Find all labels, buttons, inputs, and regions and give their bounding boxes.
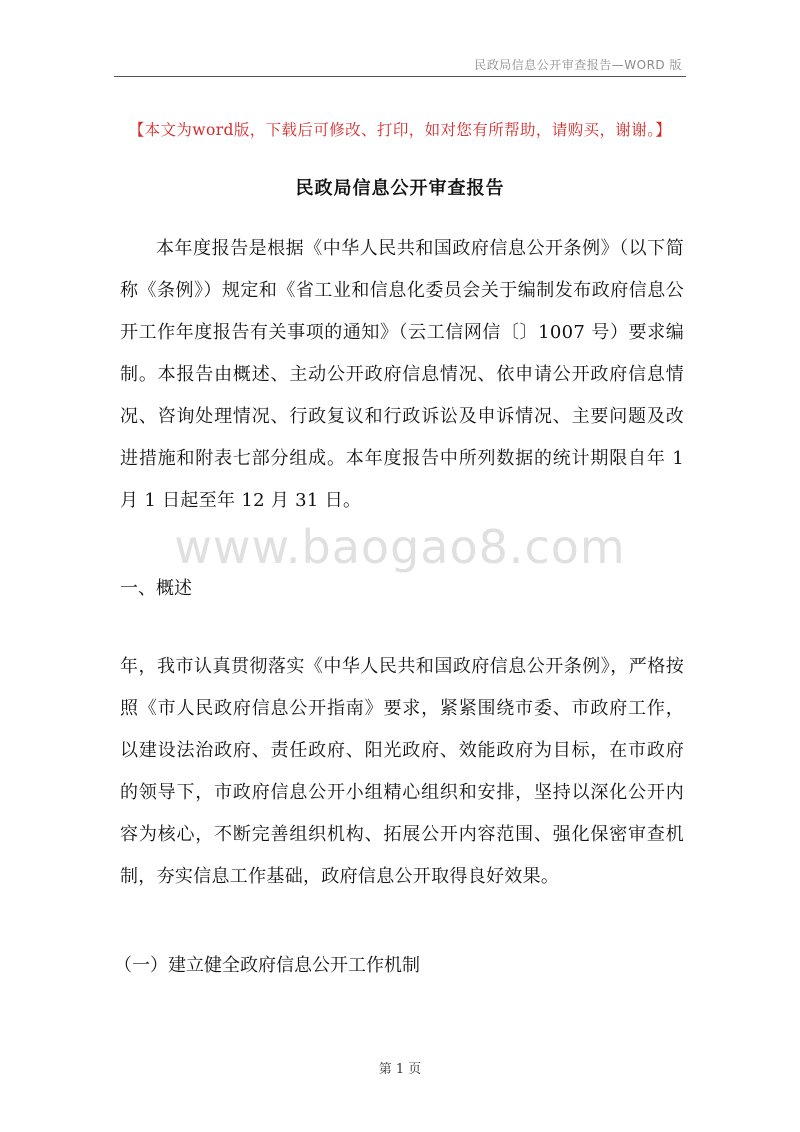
overview-paragraph: 年，我市认真贯彻落实《中华人民共和国政府信息公开条例》，严格按照《市人民政府信息公开指南》要求，紧紧围绕市委、市政府工作，以建设法治政府、责任政府、阳光政府、效能政府为目标，在市政府的领导下，市政府信息公开小组精心组织和安排，坚持以深化公开内容为核心，不断完善组织机构、拓展公开内容范围、强化保密审查机制，夯实信息工作基础，政府信息公开取得良好效果。 — [120, 656, 684, 887]
intro-paragraph: 本年度报告是根据《中华人民共和国政府信息公开条例》（以下简称《条例》）规定和《省工业和信息化委员会关于编制发布政府信息公开工作年度报告有关事项的通知》（云工信网信〔〕1007 号）要求编制。本报告由概述、主动公开政府信息情况、依申请公开政府信息情况、咨询处理情况、行政复议和行政诉讼及申诉情况、主要问题及改进措施和附表七部分组成。本年度报告中所列数据的统计期限自年 1 月 1 日起至年 12 月 31 日。 — [120, 238, 684, 511]
document-title: 民政局信息公开审查报告 — [295, 178, 505, 199]
header-divider — [114, 76, 686, 77]
watermark: www.baogao8.com — [174, 520, 626, 574]
purchase-notice: 【本文为word版，下载后可修改、打印，如对您有所帮助，请购买，谢谢。】 — [128, 121, 672, 139]
running-header: 民政局信息公开审查报告—WORD 版 — [474, 58, 682, 72]
section-heading-overview: 一、概述 — [120, 578, 192, 599]
page-number: 第 1 页 — [378, 1062, 422, 1077]
subsection-heading: （一）建立健全政府信息公开工作机制 — [114, 955, 420, 976]
